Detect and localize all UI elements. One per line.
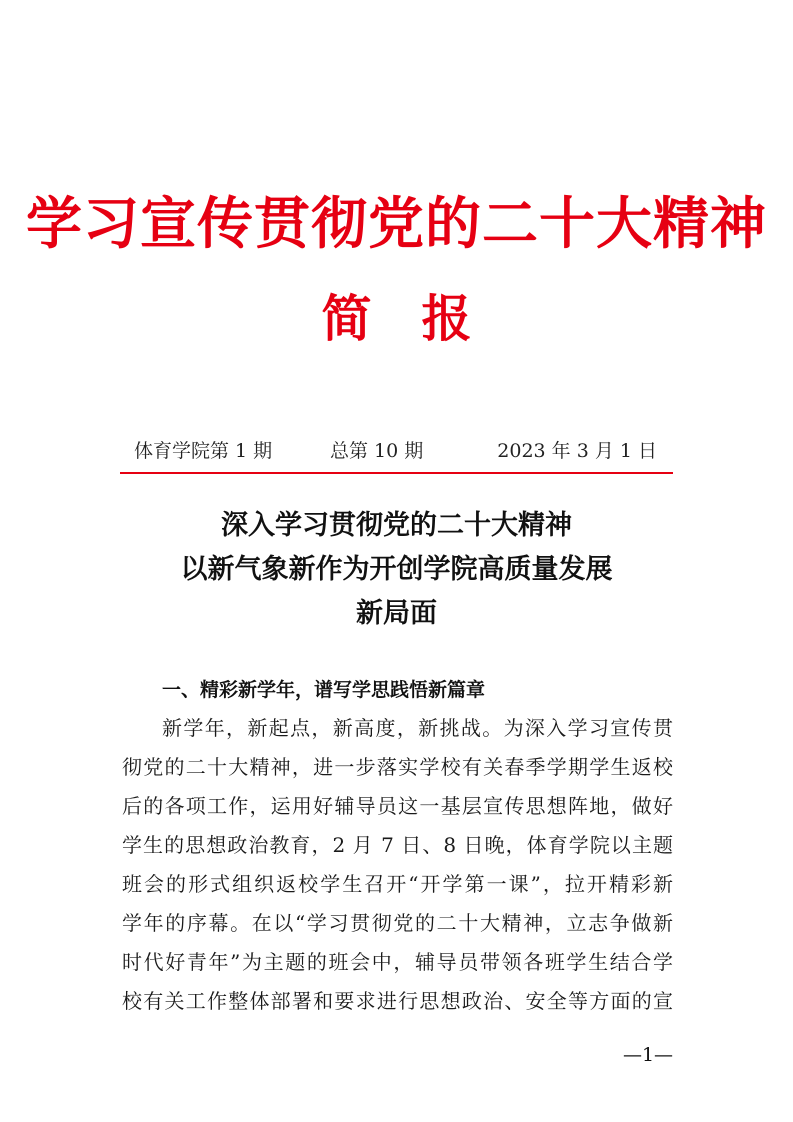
paragraph-line: 新学年，新起点，新高度，新挑战。为深入学习宣传贯 [162, 716, 673, 740]
paragraph-line: 班会的形式组织返校学生召开“开学第一课”，拉开精彩新 [122, 872, 673, 896]
paragraph-line: 学生的思想政治教育，2 月 7 日、8 日晚，体育学院以主题 [122, 833, 673, 857]
paragraph-line: 后的各项工作，运用好辅导员这一基层宣传思想阵地，做好 [122, 794, 673, 818]
masthead-title: 学习宣传贯彻党的二十大精神 [26, 191, 767, 257]
total-issue-number: 总第 10 期 [330, 440, 424, 462]
paragraph-line: 校有关工作整体部署和要求进行思想政治、安全等方面的宣 [122, 989, 673, 1013]
article-headline-line-1: 深入学习贯彻党的二十大精神 [221, 510, 572, 541]
article-headline-line-2: 以新气象新作为开创学院高质量发展 [180, 554, 613, 585]
paragraph-line: 彻党的二十大精神，进一步落实学校有关春季学期学生返校 [122, 755, 673, 779]
college-issue-number: 体育学院第 1 期 [134, 440, 273, 462]
issue-date: 2023 年 3 月 1 日 [497, 440, 657, 462]
section-heading: 一、精彩新学年，谱写学思践悟新篇章 [162, 679, 486, 701]
article-headline-line-3: 新局面 [356, 598, 437, 629]
masthead-subtitle: 简 报 [321, 289, 472, 348]
page-number: —1— [622, 1044, 674, 1066]
red-divider [120, 472, 673, 474]
paragraph-line: 学年的序幕。在以“学习贯彻党的二十大精神，立志争做新 [122, 911, 673, 935]
paragraph-line: 时代好青年”为主题的班会中，辅导员带领各班学生结合学 [122, 950, 673, 974]
issue-info-line [120, 436, 673, 466]
